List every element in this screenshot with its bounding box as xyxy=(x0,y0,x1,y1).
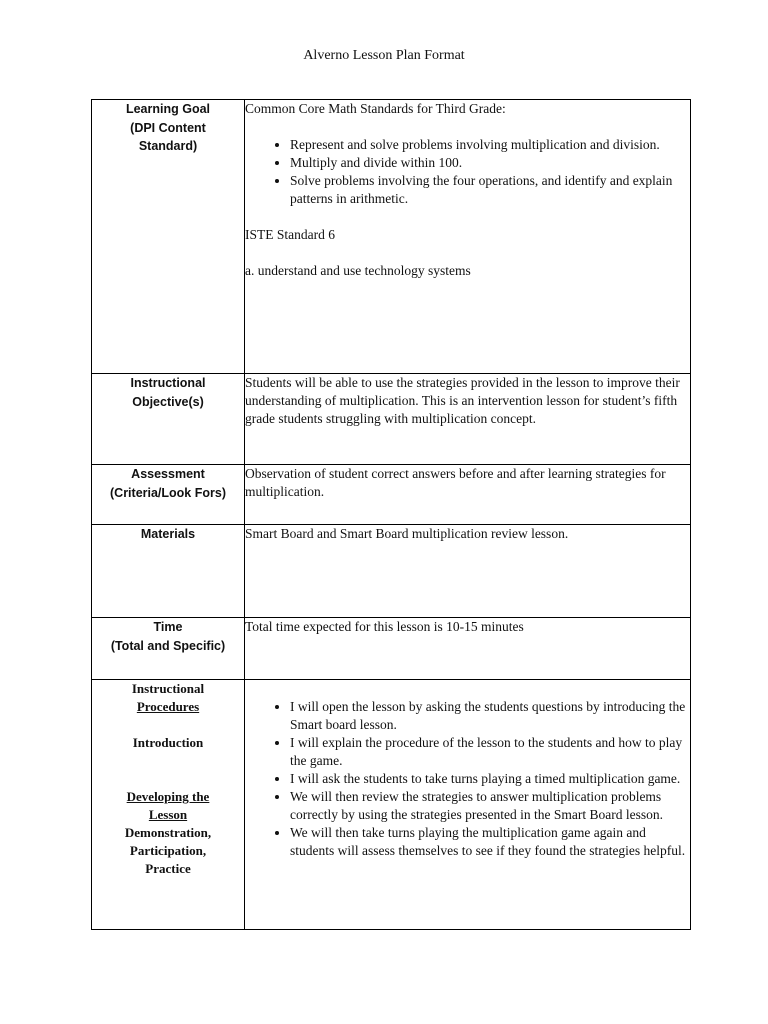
list-item: • I will explain the procedure of the lesson to the students and how to play the game. xyxy=(290,734,690,770)
learning-goal-label xyxy=(92,100,245,374)
iste-item: a. understand and use technology systems xyxy=(245,263,471,278)
list-item: • Multiply and divide within 100. xyxy=(290,154,690,172)
list-item: • I will ask the students to take turns playing a timed multiplication game. xyxy=(290,770,690,788)
label-line: Time xyxy=(153,620,183,634)
standards-intro: Common Core Math Standards for Third Grade: xyxy=(245,101,506,116)
row-procedures xyxy=(92,680,691,930)
label-line: Instructional xyxy=(131,681,205,696)
label-line: (Criteria/Look Fors) xyxy=(110,485,226,500)
time-label xyxy=(92,618,245,680)
assessment-content xyxy=(245,465,691,525)
label-line: Lesson xyxy=(148,807,188,822)
row-assessment xyxy=(92,465,691,525)
label-line: Materials xyxy=(140,527,196,541)
page-title: Alverno Lesson Plan Format xyxy=(303,48,465,63)
label-line: Procedures xyxy=(136,699,200,714)
label-line: Learning Goal xyxy=(125,102,211,116)
list-item: • We will then review the strategies to answer multiplication problems correctly by using the strategies presented in the Smart Board lesson. xyxy=(290,788,690,824)
label-line: (DPI Content xyxy=(130,120,206,135)
list-item: • We will then take turns playing the multiplication game again and students will assess themselves to see if they found the strategies helpful. xyxy=(290,824,690,860)
objective-label xyxy=(92,374,245,465)
procedures-list xyxy=(245,698,690,860)
row-materials xyxy=(92,525,691,618)
label-line: Standard) xyxy=(138,139,198,153)
procedures-content xyxy=(245,680,691,930)
procedures-label xyxy=(92,680,245,930)
materials-content xyxy=(245,525,691,618)
label-line: Participation, xyxy=(129,843,207,858)
learning-goal-content xyxy=(245,100,691,374)
assessment-label xyxy=(92,465,245,525)
label-line: Introduction xyxy=(132,735,204,750)
lesson-plan-table xyxy=(91,99,691,930)
standards-list xyxy=(245,136,690,208)
time-text: Total time expected for this lesson is 10-15 minutes xyxy=(245,619,524,634)
label-line: Objective(s) xyxy=(132,394,204,409)
time-content xyxy=(245,618,691,680)
label-line: Instructional xyxy=(130,376,206,390)
list-item: • Represent and solve problems involving multiplication and division. xyxy=(290,136,690,154)
materials-label xyxy=(92,525,245,618)
list-item: • I will open the lesson by asking the students questions by introducing the Smart board lesson. xyxy=(290,698,690,734)
label-line: Assessment xyxy=(131,467,205,481)
objective-content xyxy=(245,374,691,465)
materials-text: Smart Board and Smart Board multiplication review lesson. xyxy=(245,526,569,541)
list-item: • Solve problems involving the four operations, and identify and explain patterns in arithmetic. xyxy=(290,172,690,208)
row-objective xyxy=(92,374,691,465)
label-line: Practice xyxy=(145,861,191,876)
label-line: Developing the xyxy=(126,789,210,804)
label-line: Demonstration, xyxy=(124,825,212,840)
objective-text: Students will be able to use the strategies provided in the lesson to improve their understanding of multiplication. This is an intervention lesson for student’s fifth grade students struggling with multiplication concept. xyxy=(245,375,680,426)
label-line: (Total and Specific) xyxy=(110,638,226,653)
assessment-text: Observation of student correct answers before and after learning strategies for multiplication. xyxy=(245,466,666,499)
row-time xyxy=(92,618,691,680)
iste-standard: ISTE Standard 6 xyxy=(245,227,335,242)
row-learning-goal xyxy=(92,100,691,374)
